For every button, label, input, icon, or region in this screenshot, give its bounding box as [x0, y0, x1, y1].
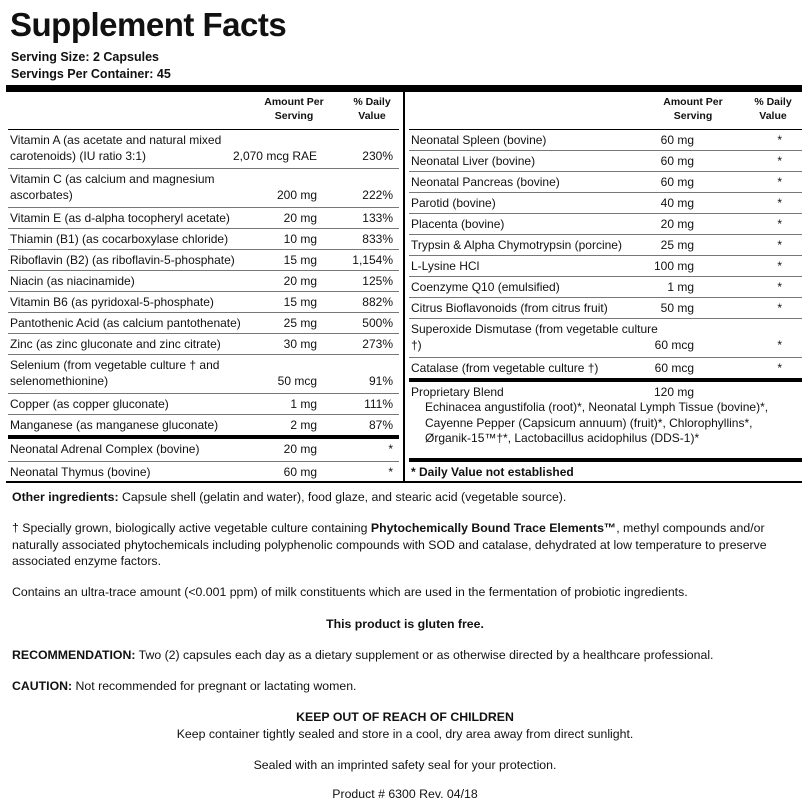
dv-header: % Daily Value — [353, 96, 391, 122]
gluten-free: This product is gluten free. — [326, 617, 484, 631]
amount-per-serving: 60 mg — [660, 175, 694, 189]
amount-per-serving: 2 mg — [290, 418, 317, 432]
page-title: Supplement Facts — [10, 6, 287, 43]
table-row — [8, 435, 399, 461]
milk-note: Contains an ultra-trace amount (<0.001 ppm) of milk constituents which are used in the fermentation of probiotic ingredients. — [12, 585, 688, 599]
daily-value: * — [777, 175, 782, 189]
table-row — [8, 291, 399, 312]
daily-value: 833% — [362, 232, 393, 246]
facts-table-right — [409, 95, 802, 482]
nutrient-name: Parotid (bovine) — [411, 196, 496, 210]
amount-per-serving: 10 mg — [283, 232, 317, 246]
amount-per-serving: 15 mg — [283, 295, 317, 309]
table-row — [8, 168, 399, 207]
amount-per-serving: 30 mg — [283, 337, 317, 351]
amount-per-serving: 15 mg — [283, 253, 317, 267]
dv-note: * Daily Value not established — [411, 465, 574, 479]
nutrient-name: Vitamin B6 (as pyridoxal-5-phosphate) — [10, 295, 214, 309]
table-row — [409, 234, 802, 255]
table-row — [409, 297, 802, 318]
table-header — [409, 95, 802, 129]
nutrient-name: Superoxide Dismutase (from vegetable culture †) — [411, 322, 658, 352]
serving-size: Serving Size: 2 Capsules — [11, 50, 159, 64]
table-row — [8, 270, 399, 291]
amount-per-serving: 20 mg — [283, 442, 317, 456]
nutrient-name: Niacin (as niacinamide) — [10, 274, 135, 288]
column-divider — [403, 88, 405, 481]
daily-value: 1,154% — [352, 253, 393, 267]
daily-value: * — [777, 338, 782, 352]
table-row — [409, 150, 802, 171]
blend-contents: Echinacea angustifolia (root)*, Neonatal Lymph Tissue (bovine)*, Cayenne Pepper (Capsicum annuum) (fruit)*, Chlorophyllins*, Ørganik-15™†*, Lactobacillus acidophilus (DDS-1)* — [425, 400, 769, 445]
amount-per-serving: 60 mg — [660, 154, 694, 168]
product-number: Product # 6300 Rev. 04/18 — [332, 787, 478, 801]
amount-per-serving: 50 mcg — [277, 374, 317, 388]
nutrient-name: Neonatal Adrenal Complex (bovine) — [10, 442, 200, 456]
nutrient-name: Catalase (from vegetable culture †) — [411, 361, 599, 375]
amount-per-serving: 200 mg — [276, 188, 317, 202]
dv-note-row — [409, 458, 802, 482]
amount-header: Amount Per Serving — [264, 96, 324, 122]
daily-value: * — [777, 133, 782, 147]
nutrient-name: Pantothenic Acid (as calcium pantothenate) — [10, 316, 241, 330]
safety-seal: Sealed with an imprinted safety seal for your protection. — [253, 758, 557, 772]
facts-table-left — [8, 95, 399, 482]
daily-value: * — [777, 301, 782, 315]
nutrient-name: Coenzyme Q10 (emulsified) — [411, 280, 560, 294]
keep-out-warning: KEEP OUT OF REACH OF CHILDREN — [296, 710, 514, 724]
amount-per-serving: 1 mg — [290, 397, 317, 411]
amount-per-serving: 25 mg — [660, 238, 694, 252]
nutrient-name: Thiamin (B1) (as cocarboxylase chloride) — [10, 232, 229, 246]
daily-value: * — [777, 154, 782, 168]
nutrient-name: Vitamin A (as acetate and natural mixed carotenoids) (IU ratio 3:1) — [10, 133, 222, 163]
table-row — [8, 249, 399, 270]
amount-per-serving: 60 mg — [283, 465, 317, 479]
daily-value: 273% — [362, 337, 393, 351]
amount-per-serving: 20 mg — [283, 211, 317, 225]
storage-instructions: Keep container tightly sealed and store in a cool, dry area away from direct sunlight. — [176, 727, 634, 741]
blend-name: Proprietary Blend — [411, 385, 504, 399]
daily-value: * — [777, 196, 782, 210]
nutrient-name: Vitamin C (as calcium and magnesium ascorbates) — [10, 172, 215, 202]
daily-value: * — [388, 442, 393, 456]
dv-header: % Daily Value — [754, 96, 792, 122]
nutrient-name: Riboflavin (B2) (as riboflavin-5-phosphate) — [10, 253, 235, 267]
amount-per-serving: 20 mg — [283, 274, 317, 288]
nutrient-name: Placenta (bovine) — [411, 217, 505, 231]
nutrient-name: Vitamin E (as d-alpha tocopheryl acetate) — [10, 211, 230, 225]
nutrient-name: Neonatal Liver (bovine) — [411, 154, 536, 168]
amount-per-serving: 20 mg — [660, 217, 694, 231]
nutrient-name: Trypsin & Alpha Chymotrypsin (porcine) — [411, 238, 622, 252]
servings-per-container: Servings Per Container: 45 — [11, 67, 171, 81]
proprietary-blend-row — [409, 378, 802, 458]
blend-amount: 120 mg — [653, 385, 694, 399]
table-bottom-border — [6, 481, 802, 483]
daily-value: 230% — [362, 149, 393, 163]
table-row — [409, 171, 802, 192]
table-row — [8, 393, 399, 414]
recommendation: RECOMMENDATION: Two (2) capsules each day as a dietary supplement or as otherwise directed by a healthcare professional. — [12, 648, 714, 662]
amount-header: Amount Per Serving — [663, 96, 723, 122]
nutrient-name: Neonatal Thymus (bovine) — [10, 465, 151, 479]
table-row — [8, 414, 399, 435]
amount-per-serving: 50 mg — [660, 301, 694, 315]
table-row — [409, 213, 802, 234]
amount-per-serving: 60 mcg — [654, 361, 694, 375]
table-row — [8, 461, 399, 482]
table-row — [409, 276, 802, 297]
amount-per-serving: 2,070 mcg RAE — [232, 149, 317, 163]
nutrient-name: Selenium (from vegetable culture † and selenomethionine) — [10, 358, 220, 388]
daily-value: * — [777, 361, 782, 375]
amount-per-serving: 100 mg — [653, 259, 694, 273]
daily-value: * — [777, 238, 782, 252]
other-ingredients: Other ingredients: Capsule shell (gelatin and water), food glaze, and stearic acid (vegetable source). — [12, 490, 567, 504]
table-row — [409, 357, 802, 378]
daily-value: * — [777, 280, 782, 294]
daily-value: 133% — [362, 211, 393, 225]
table-row — [409, 318, 802, 357]
nutrient-name: Neonatal Spleen (bovine) — [411, 133, 547, 147]
table-row — [409, 255, 802, 276]
amount-per-serving: 1 mg — [667, 280, 694, 294]
amount-per-serving: 60 mg — [660, 133, 694, 147]
daily-value: 111% — [364, 397, 393, 411]
table-row — [8, 207, 399, 228]
amount-per-serving: 60 mcg — [654, 338, 694, 352]
nutrient-name: Copper (as copper gluconate) — [10, 397, 169, 411]
nutrient-name: Citrus Bioflavonoids (from citrus fruit) — [411, 301, 608, 315]
table-row — [8, 129, 399, 168]
table-row — [409, 192, 802, 213]
table-row — [409, 129, 802, 150]
daily-value: 87% — [368, 418, 393, 432]
daily-value: 500% — [362, 316, 393, 330]
nutrient-name: Neonatal Pancreas (bovine) — [411, 175, 560, 189]
caution: CAUTION: Not recommended for pregnant or lactating women. — [12, 679, 357, 693]
daily-value: 125% — [362, 274, 393, 288]
daily-value: * — [777, 217, 782, 231]
daily-value: 222% — [362, 188, 393, 202]
table-row — [8, 333, 399, 354]
table-row — [8, 228, 399, 249]
table-header — [8, 95, 399, 129]
daily-value: * — [388, 465, 393, 479]
dagger-note: † Specially grown, biologically active vegetable culture containing Phytochemically Bound Trace Elements™, methyl compounds and/or naturally associated phytochemicals including polyphenolic compounds with SOD and catalase, dehydrated at low temperature to preserve associated enzyme factors. — [12, 521, 767, 568]
table-row — [8, 312, 399, 333]
daily-value: 882% — [362, 295, 393, 309]
daily-value: * — [777, 259, 782, 273]
daily-value: 91% — [368, 374, 393, 388]
amount-per-serving: 40 mg — [660, 196, 694, 210]
nutrient-name: Manganese (as manganese gluconate) — [10, 418, 219, 432]
amount-per-serving: 25 mg — [283, 316, 317, 330]
table-row — [8, 354, 399, 393]
nutrient-name: Zinc (as zinc gluconate and zinc citrate) — [10, 337, 221, 351]
nutrient-name: L-Lysine HCl — [411, 259, 480, 273]
